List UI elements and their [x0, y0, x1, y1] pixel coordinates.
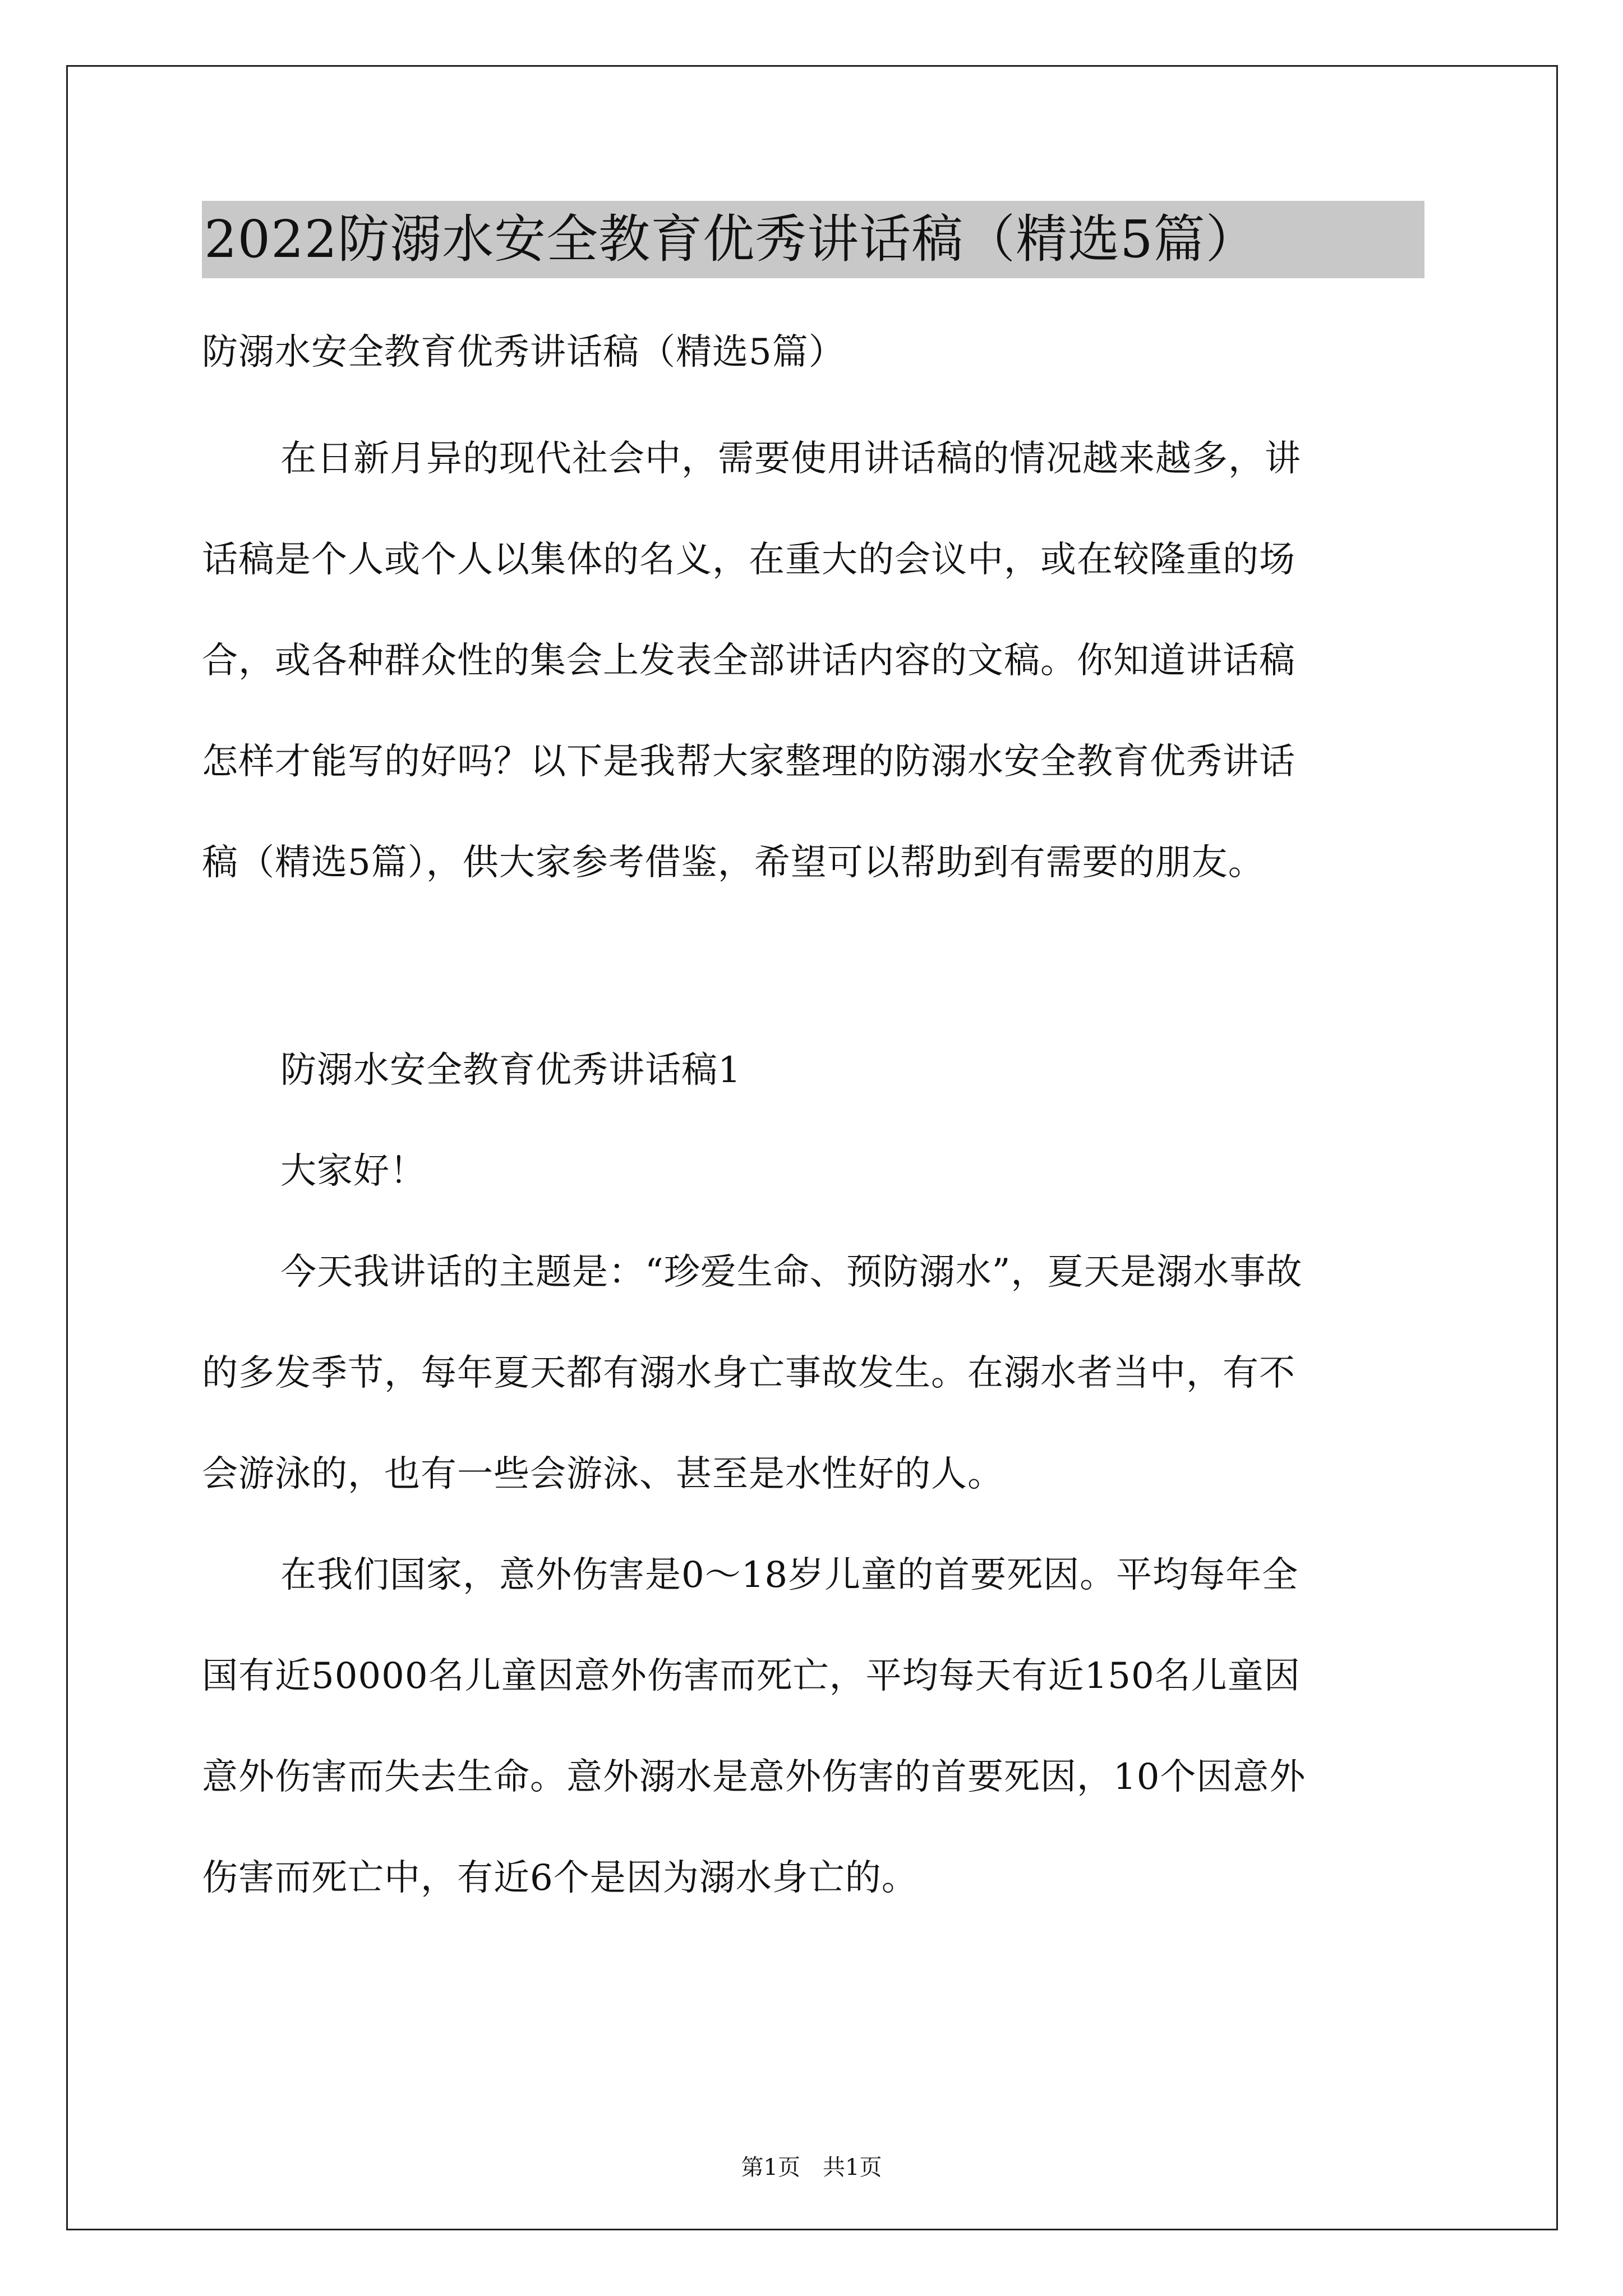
document-subtitle: 防溺水安全教育优秀讲话稿（精选5篇）: [202, 332, 845, 373]
intro-line: 怎样才能写的好吗？以下是我帮大家整理的防溺水安全教育优秀讲话: [202, 741, 1295, 783]
paragraph-line: 国有近50000名儿童因意外伤害而死亡，平均每天有近150名儿童因: [202, 1655, 1301, 1697]
greeting: 大家好！: [280, 1151, 426, 1192]
page-footer: [0, 2151, 1623, 2184]
paragraph-line: 意外伤害而失去生命。意外溺水是意外伤害的首要死因，10个因意外: [202, 1756, 1306, 1798]
title-highlight: [202, 201, 1424, 278]
intro-line: 在日新月异的现代社会中，需要使用讲话稿的情况越来越多，讲: [280, 438, 1301, 480]
paragraph-line: 今天我讲话的主题是：“珍爱生命、预防溺水”，夏天是溺水事故: [280, 1251, 1303, 1293]
intro-line: 合，或各种群众性的集会上发表全部讲话内容的文稿。你知道讲话稿: [202, 640, 1295, 682]
paragraph-line: 会游泳的，也有一些会游泳、甚至是水性好的人。: [202, 1453, 1004, 1495]
paragraph-line: 的多发季节，每年夏天都有溺水身亡事故发生。在溺水者当中，有不: [202, 1352, 1295, 1394]
page-number: 第1页: [741, 2155, 800, 2180]
document-title: 2022防溺水安全教育优秀讲话稿（精选5篇）: [204, 209, 1258, 269]
section-heading: 防溺水安全教育优秀讲话稿1: [280, 1050, 741, 1091]
intro-line: 话稿是个人或个人以集体的名义，在重大的会议中，或在较隆重的场: [202, 539, 1295, 581]
paragraph-line: 在我们国家，意外伤害是0～18岁儿童的首要死因。平均每年全: [280, 1554, 1299, 1596]
intro-line: 稿（精选5篇），供大家参考借鉴，希望可以帮助到有需要的朋友。: [202, 842, 1265, 884]
paragraph-line: 伤害而死亡中，有近6个是因为溺水身亡的。: [202, 1857, 918, 1899]
page-total: 共1页: [823, 2155, 882, 2180]
